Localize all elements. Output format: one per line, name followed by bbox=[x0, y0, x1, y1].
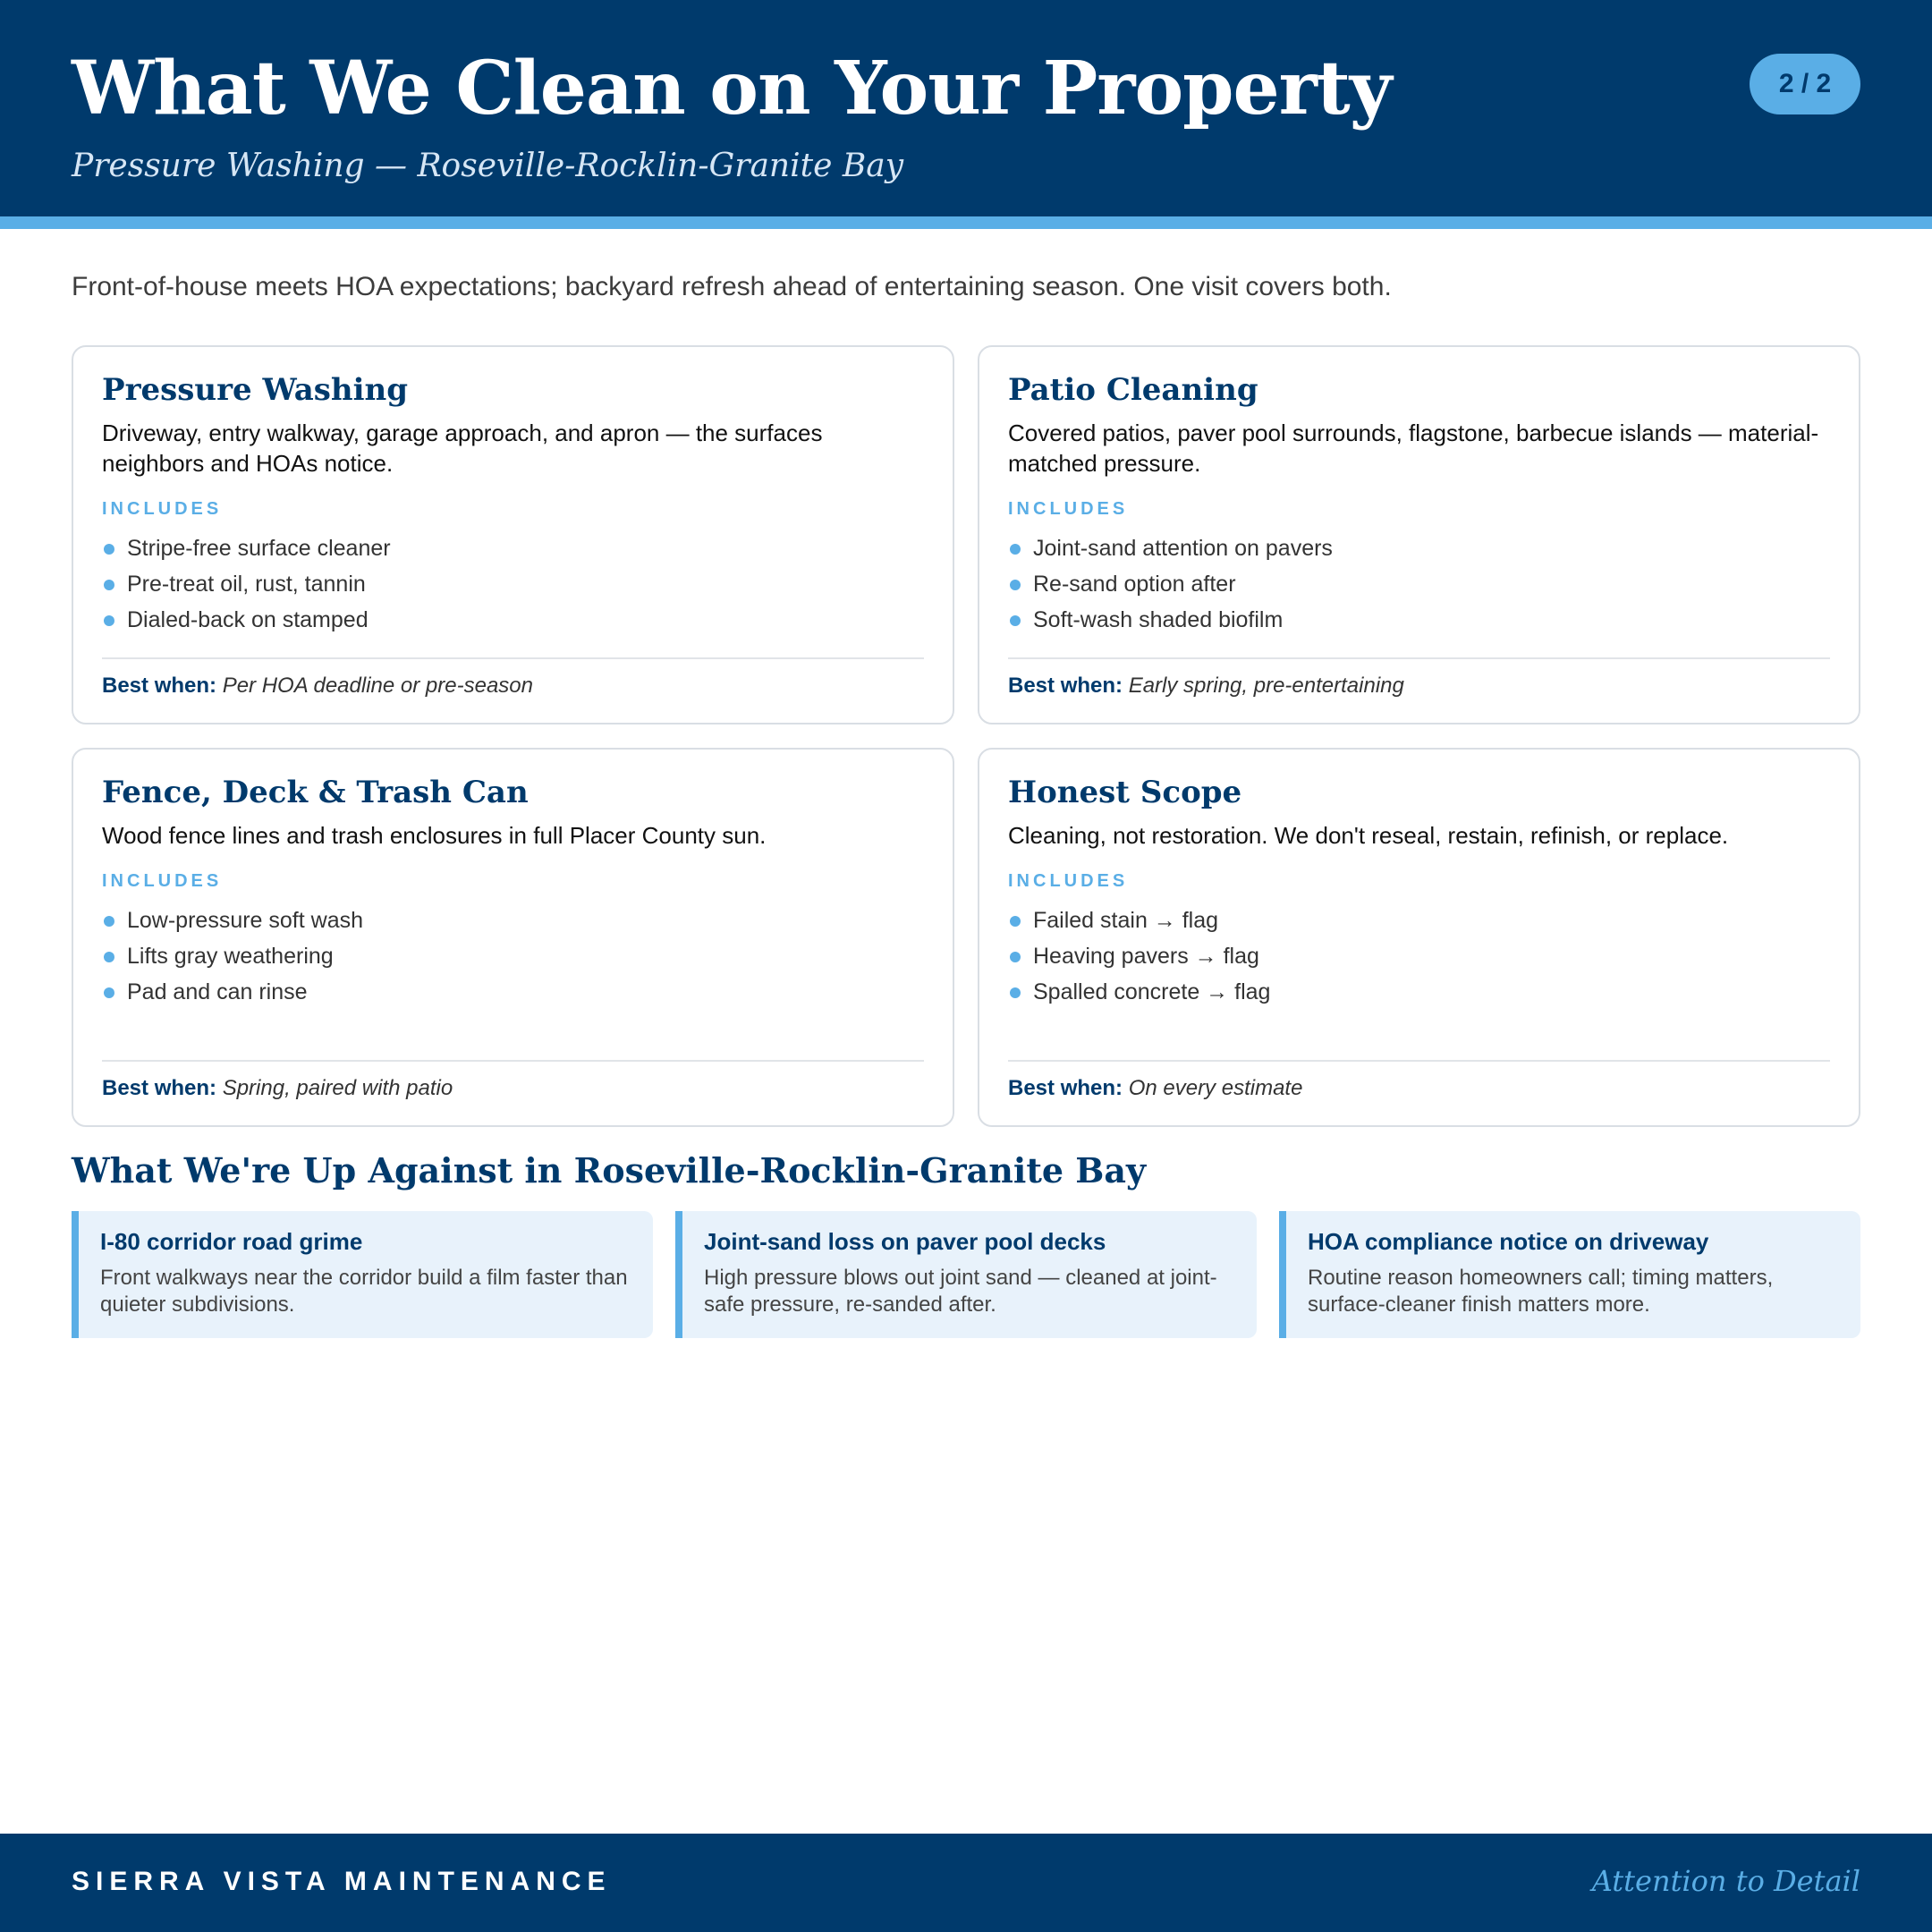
list-item bbox=[1008, 530, 1830, 566]
includes-label: INCLUDES bbox=[1008, 498, 1129, 519]
bullet-icon bbox=[1010, 916, 1021, 927]
challenge-callout bbox=[72, 1211, 653, 1338]
list-item-text: Stripe-free surface cleaner bbox=[127, 535, 391, 561]
page-title: What We Clean on Your Property bbox=[72, 46, 1392, 131]
challenge-title: HOA compliance notice on driveway bbox=[1308, 1228, 1709, 1255]
service-cards-grid bbox=[72, 345, 1860, 1127]
list-item bbox=[102, 974, 924, 1010]
bullet-icon bbox=[1010, 580, 1021, 590]
best-when-row bbox=[102, 657, 924, 699]
best-when-value: Spring, paired with patio bbox=[222, 1075, 453, 1100]
page-indicator-badge: 2 / 2 bbox=[1750, 54, 1860, 114]
list-item-text: Low-pressure soft wash bbox=[127, 908, 364, 934]
list-item bbox=[102, 530, 924, 566]
challenge-text: High pressure blows out joint sand — cleaned at joint-safe pressure, re-sanded after. bbox=[704, 1265, 1217, 1317]
list-item-text: Pad and can rinse bbox=[127, 979, 308, 1005]
best-when-value: On every estimate bbox=[1128, 1075, 1303, 1100]
challenge-text: Front walkways near the corridor build a film faster than quieter subdivisions. bbox=[100, 1265, 628, 1317]
list-item bbox=[102, 938, 924, 974]
brand-tagline: Attention to Detail bbox=[1591, 1864, 1860, 1898]
card-title: Fence, Deck & Trash Can bbox=[102, 775, 529, 810]
best-when-value: Early spring, pre-entertaining bbox=[1128, 673, 1404, 698]
card-title: Honest Scope bbox=[1008, 775, 1242, 810]
list-item-text: Soft-wash shaded biofilm bbox=[1033, 606, 1284, 632]
bullet-icon bbox=[1010, 544, 1021, 555]
bullet-icon bbox=[104, 916, 114, 927]
includes-list bbox=[1008, 902, 1830, 1010]
includes-list bbox=[1008, 530, 1830, 638]
list-item-text: Pre-treat oil, rust, tannin bbox=[127, 571, 366, 597]
list-item-text: Dialed-back on stamped bbox=[127, 606, 369, 632]
list-item-text: Lifts gray weathering bbox=[127, 944, 334, 970]
best-when-row bbox=[1008, 657, 1830, 699]
intro-text: Front-of-house meets HOA expectations; backyard refresh ahead of entertaining season. One visit covers both. bbox=[72, 272, 1392, 301]
challenge-text: Routine reason homeowners call; timing matters, surface-cleaner finish matters more. bbox=[1308, 1265, 1774, 1317]
bullet-icon bbox=[104, 615, 114, 626]
page-header bbox=[0, 0, 1932, 229]
best-when-label: Best when: bbox=[1008, 1075, 1123, 1100]
card-title: Patio Cleaning bbox=[1008, 372, 1258, 408]
list-item bbox=[1008, 602, 1830, 638]
service-card-patio-cleaning bbox=[978, 345, 1860, 724]
challenge-title: Joint-sand loss on paver pool decks bbox=[704, 1228, 1106, 1255]
card-description: Wood fence lines and trash enclosures in full Placer County sun. bbox=[102, 822, 767, 850]
card-description: Cleaning, not restoration. We don't reseal, restain, refinish, or replace. bbox=[1008, 822, 1729, 850]
page-footer bbox=[0, 1834, 1932, 1932]
list-item bbox=[1008, 566, 1830, 602]
includes-label: INCLUDES bbox=[102, 498, 223, 519]
best-when-value: Per HOA deadline or pre-season bbox=[222, 673, 533, 698]
includes-list bbox=[102, 530, 924, 638]
best-when-label: Best when: bbox=[102, 1075, 217, 1100]
challenge-title: I-80 corridor road grime bbox=[100, 1228, 363, 1255]
list-item-text: Failed stain → flag bbox=[1033, 908, 1219, 934]
challenge-callout bbox=[675, 1211, 1257, 1338]
page-subtitle: Pressure Washing — Roseville-Rocklin-Granite Bay bbox=[72, 148, 904, 184]
service-card-fence-deck-trash bbox=[72, 748, 954, 1127]
best-when-row bbox=[102, 1060, 924, 1102]
bullet-icon bbox=[104, 952, 114, 962]
list-item-text: Joint-sand attention on pavers bbox=[1033, 535, 1333, 561]
service-card-pressure-washing bbox=[72, 345, 954, 724]
list-item bbox=[1008, 902, 1830, 938]
bullet-icon bbox=[104, 544, 114, 555]
list-item bbox=[102, 902, 924, 938]
bullet-icon bbox=[104, 987, 114, 998]
includes-list bbox=[102, 902, 924, 1010]
card-description: Driveway, entry walkway, garage approach, and apron — the surfaces neighbors and HOAs notice. bbox=[102, 419, 823, 477]
list-item bbox=[1008, 974, 1830, 1010]
bullet-icon bbox=[104, 580, 114, 590]
best-when-label: Best when: bbox=[102, 673, 217, 698]
list-item-text: Heaving pavers → flag bbox=[1033, 944, 1259, 970]
challenge-callout bbox=[1279, 1211, 1860, 1338]
brand-name: SIERRA VISTA MAINTENANCE bbox=[72, 1867, 612, 1896]
list-item-text: Re-sand option after bbox=[1033, 571, 1236, 597]
challenges-row bbox=[72, 1211, 1860, 1338]
includes-label: INCLUDES bbox=[1008, 871, 1129, 892]
bullet-icon bbox=[1010, 987, 1021, 998]
best-when-row bbox=[1008, 1060, 1830, 1102]
bullet-icon bbox=[1010, 615, 1021, 626]
best-when-label: Best when: bbox=[1008, 673, 1123, 698]
list-item-text: Spalled concrete → flag bbox=[1033, 979, 1271, 1005]
card-title: Pressure Washing bbox=[102, 372, 409, 408]
bullet-icon bbox=[1010, 952, 1021, 962]
list-item bbox=[102, 566, 924, 602]
card-description: Covered patios, paver pool surrounds, flagstone, barbecue islands — material-matched pressure. bbox=[1008, 419, 1819, 477]
list-item bbox=[102, 602, 924, 638]
includes-label: INCLUDES bbox=[102, 871, 223, 892]
list-item bbox=[1008, 938, 1830, 974]
service-card-honest-scope bbox=[978, 748, 1860, 1127]
challenges-heading: What We're Up Against in Roseville-Rocklin-Granite Bay bbox=[72, 1150, 1147, 1191]
